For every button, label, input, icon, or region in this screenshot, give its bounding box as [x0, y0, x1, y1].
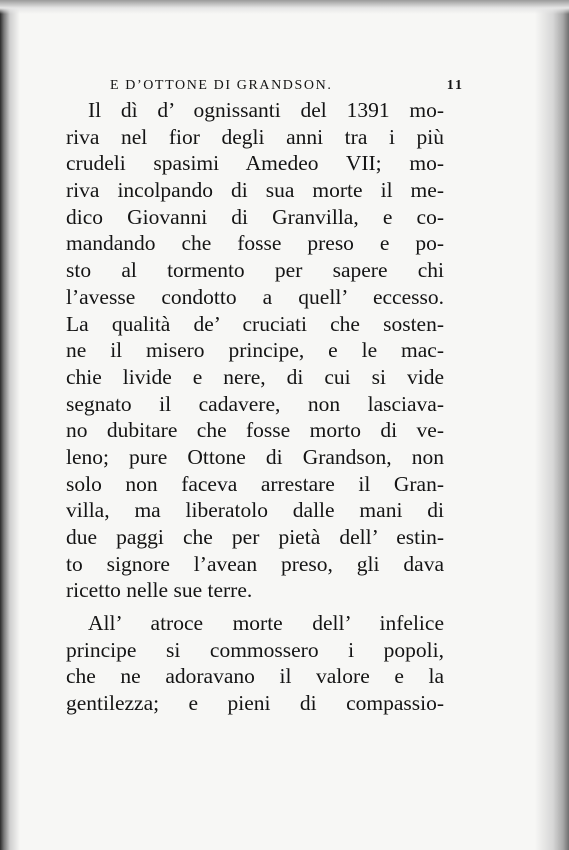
paragraph-1: [66, 97, 444, 604]
page-number: 11: [446, 78, 464, 93]
text-line: ne il misero principe, e le mac-: [66, 338, 444, 363]
text-line: villa, ma liberatolo dalle mani di: [66, 498, 444, 523]
text-line: riva incolpando di sua morte il me-: [66, 178, 444, 203]
page-right-edge-shadow: [535, 0, 569, 850]
text-line: che ne adoravano il valore e la: [66, 664, 444, 689]
text-line: crudeli spasimi Amedeo VII; mo-: [66, 151, 444, 176]
text-line: to signore l’avean preso, gli dava: [66, 551, 444, 576]
text-line: leno; pure Ottone di Grandson, non: [66, 444, 444, 469]
text-line: dico Giovanni di Granvilla, e co-: [66, 204, 444, 229]
text-line: chie livide e nere, di cui si vide: [66, 364, 444, 389]
page-top-edge-shadow: [0, 0, 569, 14]
body-text: [66, 97, 444, 717]
text-line: La qualità de’ cruciati che sosten-: [66, 311, 444, 336]
paragraph-2: [66, 610, 444, 717]
text-line: no dubitare che fosse morto di ve-: [66, 418, 444, 443]
text-line: All’ atroce morte dell’ infelice: [88, 611, 444, 636]
text-line: ricetto nelle sue terre.: [66, 578, 253, 603]
running-title: E D’OTTONE DI GRANDSON.: [110, 78, 333, 93]
text-line: gentilezza; e pieni di compassio-: [66, 691, 444, 716]
text-line: segnato il cadavere, non lasciava-: [66, 391, 444, 416]
text-line: riva nel fior degli anni tra i più: [66, 124, 444, 149]
text-line: mandando che fosse preso e po-: [66, 231, 444, 256]
text-line: due paggi che per pietà dell’ estin-: [66, 525, 444, 549]
text-line: sto al tormento per sapere chi: [66, 258, 444, 283]
text-line: solo non faceva arrestare il Gran-: [66, 471, 444, 496]
page-left-edge-shadow: [0, 0, 20, 850]
text-line: Il dì d’ ognissanti del 1391 mo-: [88, 98, 444, 122]
text-line: l’avesse condotto a quell’ eccesso.: [66, 284, 444, 309]
text-line: principe si commossero i popoli,: [66, 637, 444, 662]
